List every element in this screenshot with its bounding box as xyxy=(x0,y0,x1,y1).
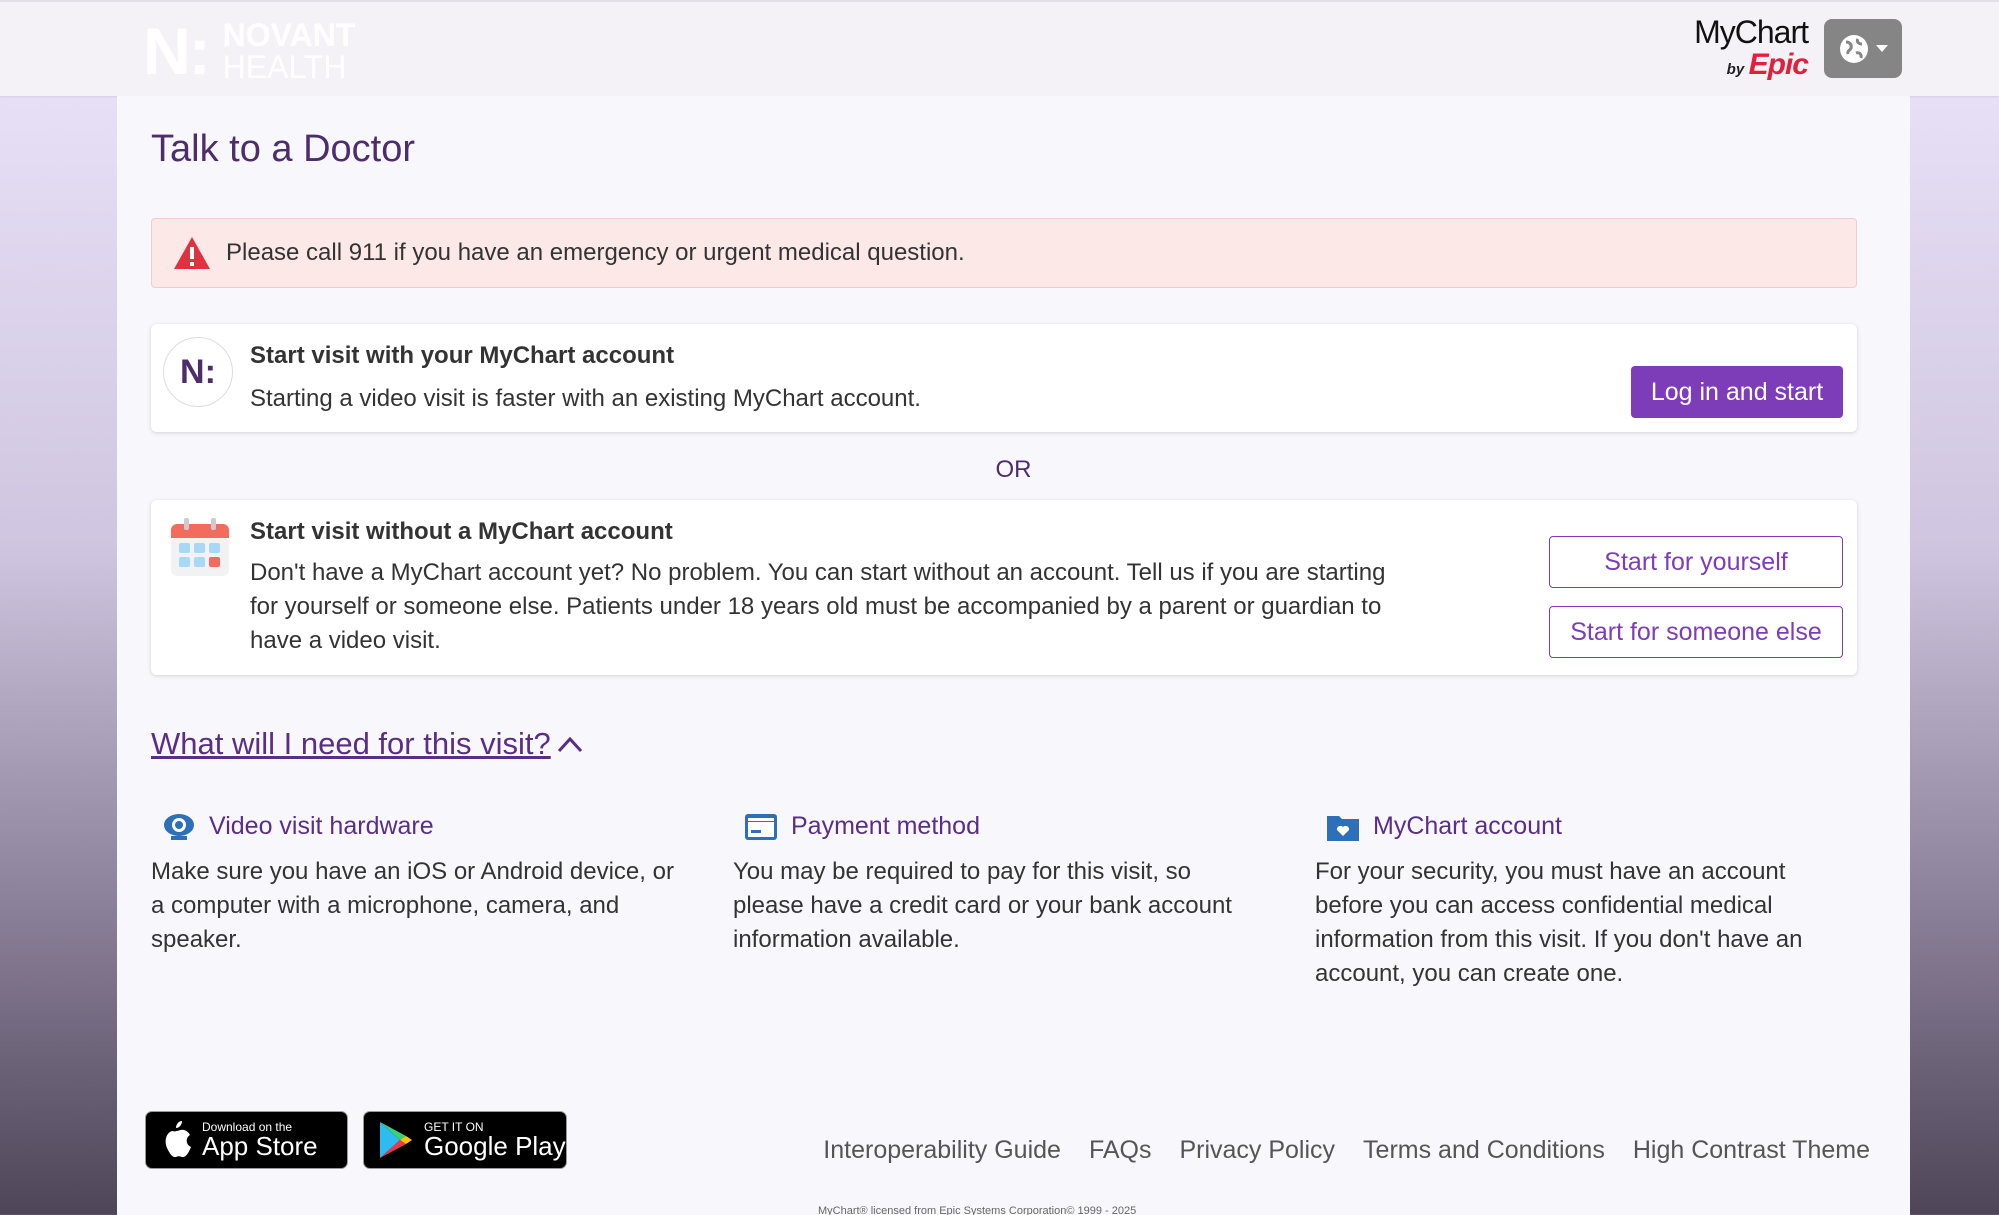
brand-mark: N: xyxy=(143,14,209,88)
language-button[interactable] xyxy=(1824,19,1902,78)
need-item-account: MyChart account For your security, you must have an account before you can access confidential medical information from this visit. If you don't have an account, you can create one. xyxy=(1315,812,1803,987)
header xyxy=(0,0,1999,96)
start-for-someone-else-button[interactable]: Start for someone else xyxy=(1549,606,1843,658)
footer-link-privacy-policy[interactable]: Privacy Policy xyxy=(1179,1136,1336,1164)
folder-heart-icon xyxy=(1327,813,1359,841)
novant-health-logo[interactable] xyxy=(143,14,356,88)
card-title: Start visit with your MyChart account xyxy=(250,342,675,369)
footer-link-interoperability-guide[interactable]: Interoperability Guide xyxy=(823,1136,1061,1164)
need-item-payment: Payment method You may be required to pay for this visit, so please have a credit card or your bank account information available. xyxy=(733,812,1232,953)
google-play-badge[interactable]: GET IT ON Google Play xyxy=(363,1111,567,1169)
without-account-card xyxy=(151,500,1857,675)
google-play-icon xyxy=(378,1120,414,1160)
footer-link-high-contrast[interactable]: High Contrast Theme xyxy=(1632,1136,1870,1164)
card-description: Starting a video visit is faster with an existing MyChart account. xyxy=(250,385,921,412)
warning-icon xyxy=(172,235,212,271)
webcam-icon xyxy=(163,813,195,841)
globe-icon xyxy=(1838,33,1870,65)
card-description: Don't have a MyChart account yet? No problem. You can start without an account. Tell us if you are starting for yourself or someone else. Patients under 18 years old must be accompanied by a parent or guardian to have a video visit. xyxy=(250,559,1386,654)
brand-line1: NOVANT xyxy=(222,17,356,53)
mychart-by-epic-logo: MyChart by Epic xyxy=(1694,14,1808,81)
novant-icon: N: xyxy=(163,337,233,407)
or-divider: OR xyxy=(995,456,1032,483)
copyright: MyChart® licensed from Epic Systems Corporation© 1999 - 2025 xyxy=(818,1205,1137,1215)
footer-link-faqs[interactable]: FAQs xyxy=(1088,1136,1152,1164)
footer-links xyxy=(823,1136,1870,1165)
emergency-alert xyxy=(151,218,1857,288)
footer-link-terms[interactable]: Terms and Conditions xyxy=(1363,1136,1605,1164)
card-title: Start visit without a MyChart account xyxy=(250,518,673,545)
start-for-yourself-button[interactable]: Start for yourself xyxy=(1549,536,1843,588)
what-will-i-need-toggle[interactable]: What will I need for this visit? xyxy=(151,726,583,762)
app-store-badge[interactable]: Download on the App Store xyxy=(145,1111,348,1169)
need-item-hardware: Video visit hardware Make sure you have an iOS or Android device, or a computer with a microphone, camera, and speaker. xyxy=(151,812,674,953)
credit-card-icon xyxy=(745,814,777,840)
calendar-icon xyxy=(171,518,229,576)
page-title: Talk to a Doctor xyxy=(151,128,415,170)
caret-down-icon xyxy=(1876,45,1888,53)
brand-line2: HEALTH xyxy=(222,49,347,85)
alert-text: Please call 911 if you have an emergency or urgent medical question. xyxy=(226,239,965,266)
with-account-card xyxy=(151,324,1857,432)
log-in-and-start-button[interactable]: Log in and start xyxy=(1631,366,1843,418)
apple-icon xyxy=(160,1121,192,1159)
chevron-up-icon xyxy=(557,735,583,753)
main-content xyxy=(117,96,1910,1215)
